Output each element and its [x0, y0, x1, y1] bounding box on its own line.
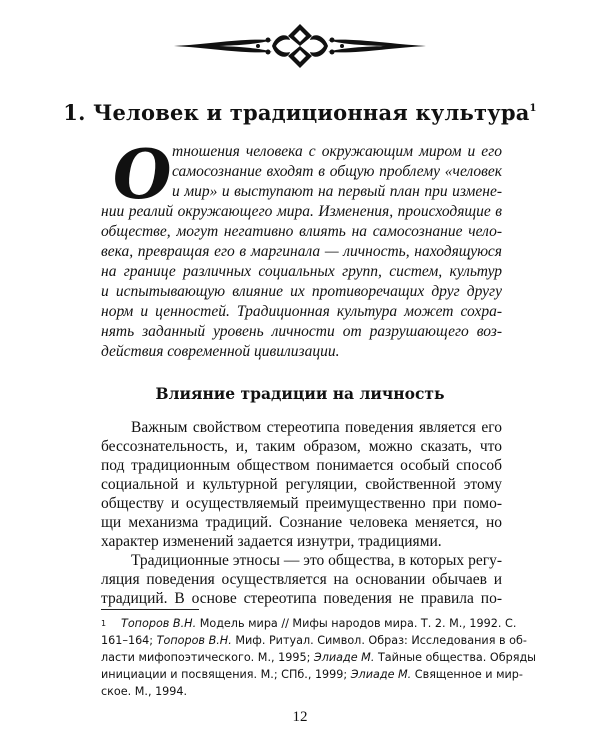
footnote-line — [101, 666, 523, 683]
footnote-line — [121, 615, 517, 632]
footnote-text: инициации и посвящения. М.; СПб., 1999; — [101, 668, 351, 681]
footnote-reference: 1 — [529, 103, 537, 114]
footnote-author: Элиаде М. — [350, 668, 412, 681]
intro-line: тношения человека с окружающим миром и его — [172, 143, 502, 160]
footnote-author: Топоров В.Н. — [156, 634, 232, 647]
intro-line: века, превращая его в маргинала — личность, находящуюся — [101, 243, 502, 260]
body-line: характер изменений задается изнутри, традициями. — [101, 533, 442, 550]
body-line: Важным свойством стереотипа поведения является его — [131, 419, 502, 436]
intro-line: нии реалий окружающего мира. Изменения, происходящие в — [101, 203, 502, 220]
footnote-text: Модель мира // Мифы народов мира. Т. 2. М., 1992. С. — [196, 617, 517, 630]
chapter-title — [0, 100, 600, 125]
footnote-text: ласти мифопоэтического. М., 1995; — [101, 651, 314, 664]
footnote-divider — [101, 609, 199, 610]
body-line: традиций. В основе стереотипа поведения не правила по- — [101, 590, 502, 607]
intro-line: самосознание входят в общую проблему «человек — [172, 163, 502, 180]
intro-line: действия современной цивилизации. — [101, 343, 340, 360]
footnote-line — [101, 649, 537, 666]
intro-line: нять заданный уровень личности от разрушающего воз- — [101, 323, 502, 340]
body-line: ляция поведения осуществляется на основании обычаев и — [101, 571, 502, 588]
body-line: под традиционным обществом понимается особый способ — [101, 457, 502, 474]
footnote-line: ское. М., 1994. — [101, 685, 188, 698]
chapter-title-text: 1. Человек и традиционная культура — [63, 100, 530, 125]
body-line: Традиционные этносы — это общества, в которых регу- — [131, 552, 502, 569]
footnote-text: 161–164; — [101, 634, 157, 647]
intro-line: норм и ценностей. Традиционная культура может сохра- — [101, 303, 502, 320]
footnote-author: Элиаде М. — [313, 651, 375, 664]
body-line: социальной и культурной регуляции, свойственной этому — [101, 476, 502, 493]
body-line: бессознательность, и, таким образом, можно сказать, что — [101, 438, 502, 455]
body-line: обществу и осуществляемый преимущественно при помо- — [101, 495, 502, 512]
footnote-text: Миф. Ритуал. Символ. Образ: Исследования в об- — [231, 634, 527, 647]
intro-line: и испытывающую влияние их противоречащих друг другу — [101, 283, 502, 300]
drop-cap-letter: О — [106, 135, 178, 215]
footnote-text: Тайные общества. Обряды — [374, 651, 537, 664]
footnote-author: Топоров В.Н. — [121, 617, 197, 630]
section-heading: Влияние традиции на личность — [155, 384, 445, 403]
intro-line: обществе, могут негативно влиять на самосознание чело- — [101, 223, 502, 240]
footnote-marker: 1 — [101, 619, 107, 628]
intro-line: на границе различных социальных групп, систем, культур — [101, 263, 502, 280]
intro-line: и мир» и выступают на первый план при измене- — [172, 183, 502, 200]
page-number: 12 — [292, 709, 308, 725]
footnote-line — [101, 632, 527, 649]
footnote-text: Священное и мир- — [411, 668, 523, 681]
decorative-ornament-icon — [172, 20, 428, 72]
body-line: щи механизма традиций. Сознание человека меняется, но — [101, 514, 502, 531]
